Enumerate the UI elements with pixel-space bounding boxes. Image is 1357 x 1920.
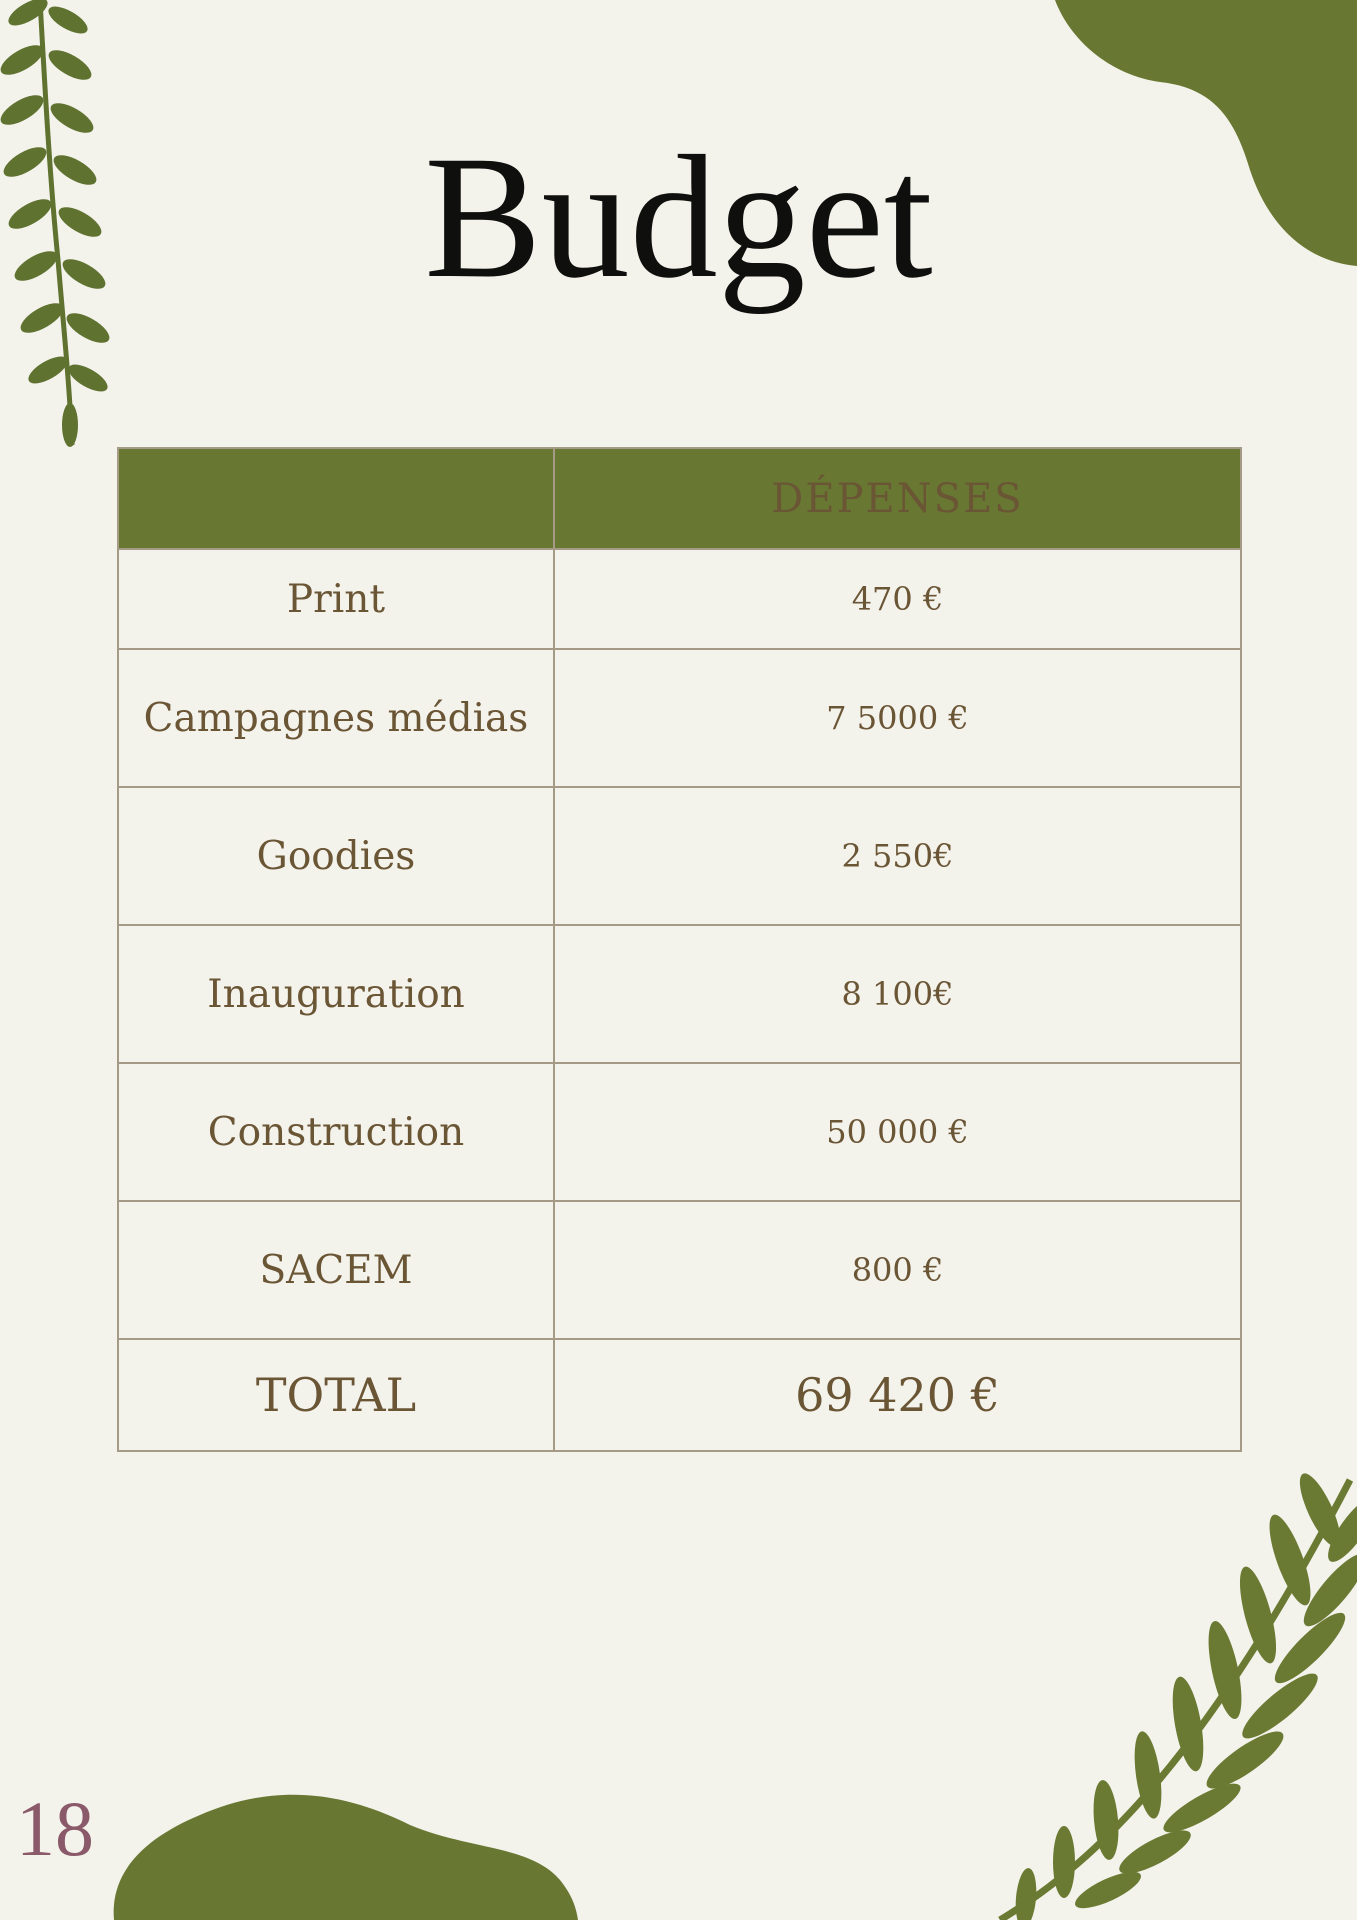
total-label: TOTAL — [118, 1339, 554, 1451]
row-label: Campagnes médias — [118, 649, 554, 787]
header-label-cell — [118, 448, 554, 549]
row-label: Goodies — [118, 787, 554, 925]
row-value: 8 100€ — [554, 925, 1241, 1063]
table-row — [118, 787, 1241, 925]
row-label: Inauguration — [118, 925, 554, 1063]
row-value: 2 550€ — [554, 787, 1241, 925]
fern-leaf-decoration — [980, 1470, 1357, 1920]
table-row — [118, 649, 1241, 787]
bottom-left-blob-decoration — [110, 1785, 580, 1920]
table-row — [118, 925, 1241, 1063]
page-title: Budget — [424, 120, 933, 315]
budget-table — [117, 447, 1242, 1452]
row-label: Print — [118, 549, 554, 649]
total-value: 69 420 € — [554, 1339, 1241, 1451]
row-label: Construction — [118, 1063, 554, 1201]
row-value: 470 € — [554, 549, 1241, 649]
row-label: SACEM — [118, 1201, 554, 1339]
table-row — [118, 549, 1241, 649]
table-row — [118, 1063, 1241, 1201]
row-value: 7 5000 € — [554, 649, 1241, 787]
row-value: 50 000 € — [554, 1063, 1241, 1201]
row-value: 800 € — [554, 1201, 1241, 1339]
table-header-row — [118, 448, 1241, 549]
page-number: 18 — [16, 1785, 94, 1872]
total-row — [118, 1339, 1241, 1451]
table-row — [118, 1201, 1241, 1339]
header-expenses-cell: DÉPENSES — [554, 448, 1241, 549]
